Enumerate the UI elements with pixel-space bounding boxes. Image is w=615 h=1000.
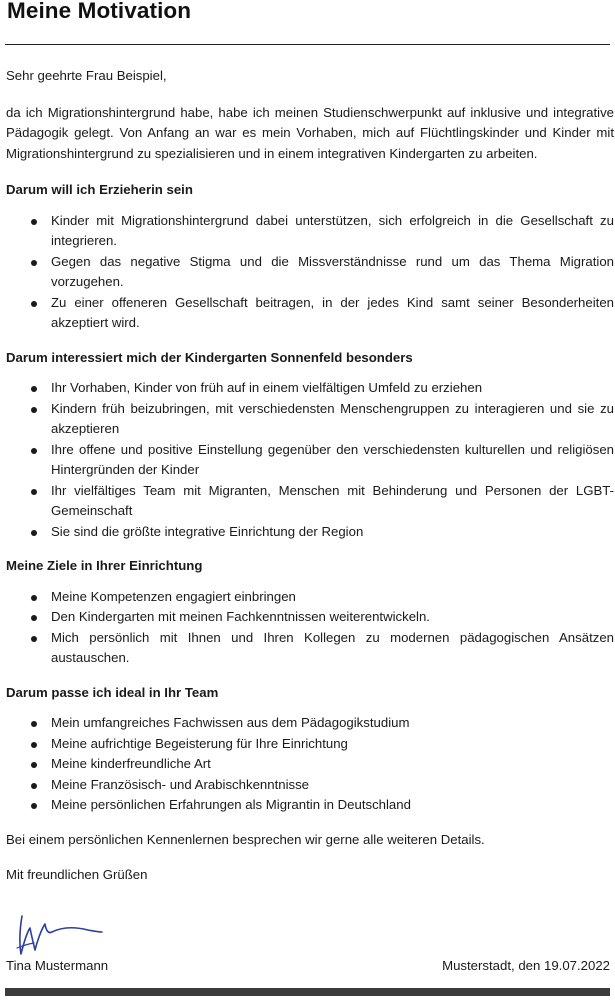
bullet-icon: [31, 803, 37, 809]
place-date: Musterstadt, den 19.07.2022: [442, 958, 610, 973]
bullet-icon: [31, 386, 37, 392]
list-item: Meine Kompetenzen engagiert einbringen: [6, 587, 614, 608]
closing-sentence: Bei einem persönlichen Kennenlernen besprechen wir gerne alle weiteren Details.: [6, 831, 485, 847]
list-item: Ihr Vorhaben, Kinder von früh auf in einem vielfältigen Umfeld zu erziehen: [6, 378, 614, 399]
bullet-list: [6, 587, 614, 669]
bullet-icon: [31, 260, 37, 266]
bullet-list: [6, 713, 614, 816]
bullet-icon: [31, 301, 37, 307]
signature-stroke: [20, 916, 102, 954]
bullet-icon: [31, 721, 37, 727]
list-item: Meine persönlichen Erfahrungen als Migrantin in Deutschland: [6, 795, 614, 816]
list-item: Meine kinderfreundliche Art: [6, 754, 614, 775]
bullet-icon: [31, 783, 37, 789]
greeting: Mit freundlichen Grüßen: [6, 867, 148, 882]
list-item: Meine aufrichtige Begeisterung für Ihre Einrichtung: [6, 734, 614, 755]
intro-paragraph: da ich Migrationshintergrund habe, habe ich meinen Studienschwerpunkt auf inklusive und integrative Pädagogik gelegt. Von Anfang an war es mein Vorhaben, mich auf Flüchtlingskinder und Kinder mit Migrationshintergrund zu spezialisieren und in einem integrativen Kindergarten zu arbeiten.: [6, 104, 614, 161]
handwritten-signature: [8, 908, 108, 960]
list-item: Meine Französisch- und Arabischkenntnisse: [6, 775, 614, 796]
letter-body: [6, 66, 614, 886]
bullet-icon: [31, 762, 37, 768]
list-item: Zu einer offeneren Gesellschaft beitragen, in der jedes Kind samt seiner Besonderheiten akzeptiert wird.: [6, 293, 614, 334]
bullet-icon: [31, 219, 37, 225]
page-title: Meine Motivation: [7, 0, 192, 23]
list-item: Kinder mit Migrationshintergrund dabei unterstützen, sich erfolgreich in die Gesellschaft zu integrieren.: [6, 211, 614, 252]
list-item: Ihre offene und positive Einstellung gegenüber den verschiedensten kulturellen und religiösen Hintergründen der Kinder: [6, 440, 614, 481]
list-item: Sie sind die größte integrative Einrichtung der Region: [6, 522, 614, 543]
bullet-icon: [31, 636, 37, 642]
bullet-icon: [31, 742, 37, 748]
list-item: Kindern früh beizubringen, mit verschiedensten Menschengruppen zu interagieren und sie zu akzeptieren: [6, 399, 614, 440]
footer-bar: [5, 988, 610, 996]
list-item: Den Kindergarten mit meinen Fachkenntnissen weiterentwickeln.: [6, 607, 614, 628]
list-item: Gegen das negative Stigma und die Missverständnisse rund um das Thema Migration vorzugehen.: [6, 252, 614, 293]
section-ziele: [6, 556, 614, 669]
salutation: Sehr geehrte Frau Beispiel,: [6, 68, 167, 83]
bullet-list: [6, 378, 614, 542]
bullet-list: [6, 211, 614, 334]
list-item: Mich persönlich mit Ihnen und Ihren Kollegen zu modernen pädagogischen Ansätzen austauschen.: [6, 628, 614, 669]
section-team: [6, 683, 614, 816]
bullet-icon: [31, 615, 37, 621]
signature-name: Tina Mustermann: [6, 958, 109, 973]
bullet-icon: [31, 407, 37, 413]
bullet-icon: [31, 448, 37, 454]
section-erzieherin: [6, 180, 614, 334]
list-item: Mein umfangreiches Fachwissen aus dem Pädagogikstudium: [6, 713, 614, 734]
section-kindergarten: [6, 348, 614, 543]
title-divider: [5, 44, 610, 45]
bullet-icon: [31, 530, 37, 536]
section-heading: Darum passe ich ideal in Ihr Team: [6, 684, 219, 700]
list-item: Ihr vielfältiges Team mit Migranten, Menschen mit Behinderung und Personen der LGBT-Gemeinschaft: [6, 481, 614, 522]
section-heading: Meine Ziele in Ihrer Einrichtung: [6, 558, 203, 573]
section-heading: Darum interessiert mich der Kindergarten Sonnenfeld besonders: [6, 349, 413, 365]
section-heading: Darum will ich Erzieherin sein: [6, 182, 193, 197]
bullet-icon: [31, 489, 37, 495]
bullet-icon: [31, 595, 37, 601]
